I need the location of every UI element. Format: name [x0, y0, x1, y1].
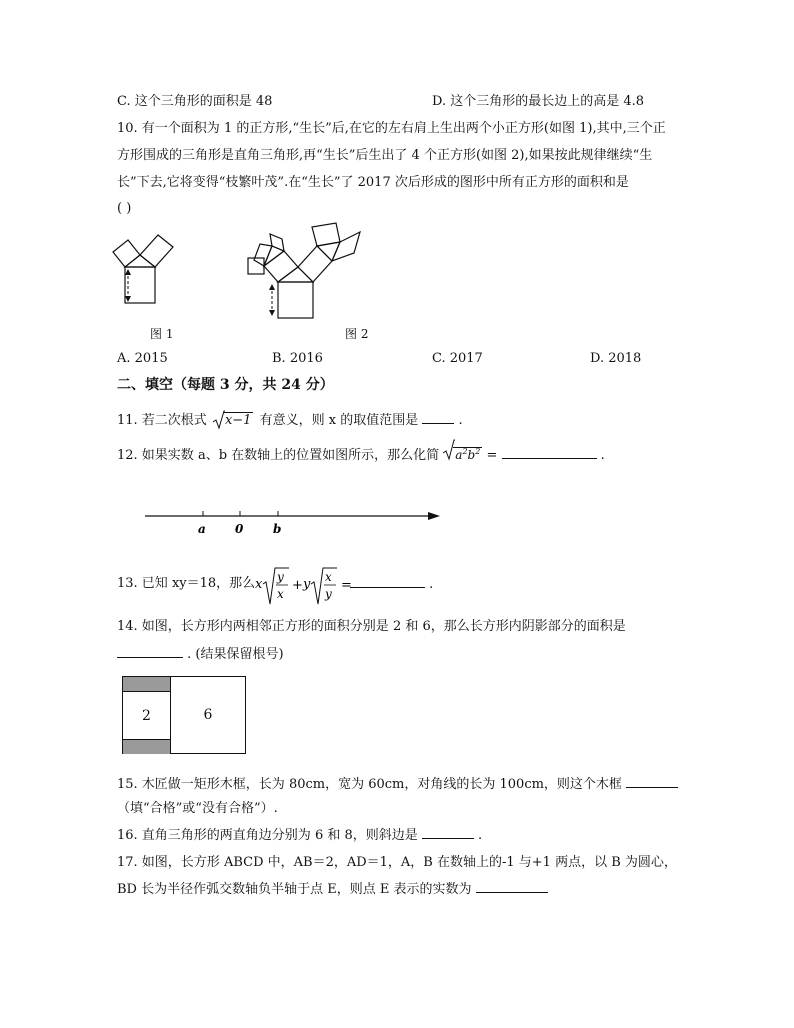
fig1-right-square	[140, 235, 173, 267]
q14-square-large: 6	[203, 707, 213, 723]
fig1-arrow-down	[125, 296, 131, 302]
q10-line1: 10. 有一个面积为 1 的正方形,“生长”后,在它的左右肩上生出两个小正方形(如图 1),其中,三个正	[117, 121, 666, 136]
q10-line2: 方形围成的三角形是直角三角形,再“生长”后生出了 4 个正方形(如图 2),如果按此规律继续“生	[117, 148, 653, 163]
radical-sign-icon	[263, 568, 289, 604]
q9-option-d: D. 这个三角形的最长边上的高是 4.8	[432, 94, 645, 109]
fig2-right-small-square	[332, 232, 360, 261]
fig1-left-square	[113, 240, 140, 267]
q14-shaded-top	[123, 677, 170, 692]
q17-text: BD 长为半径作弧交数轴负半轴于点 E，则点 E 表示的实数为	[117, 882, 472, 897]
svg-text:x: x	[277, 587, 284, 601]
q12-radical	[443, 443, 482, 465]
fig2-arrow-down	[269, 310, 275, 316]
q17-line2	[117, 880, 548, 899]
q12-text-before: 12. 如果实数 a、b 在数轴上的位置如图所示，那么化简	[117, 448, 440, 463]
radical-sign-icon	[443, 439, 455, 461]
q14-rectangle-figure	[122, 676, 246, 754]
radical-sign-icon	[311, 568, 337, 604]
svg-text:x: x	[255, 577, 263, 592]
fig1-arrow-up	[125, 269, 131, 275]
q14-line2	[117, 645, 284, 664]
fig2-arrow-up	[269, 284, 275, 290]
fig2-right-big-square	[312, 223, 340, 246]
fig2-right-square	[298, 246, 332, 282]
fig2-left-triangle	[264, 246, 284, 266]
q10-figure-2	[240, 220, 370, 320]
svg-text:y: y	[303, 577, 311, 592]
q14-line1: 14. 如图，长方形内两相邻正方形的面积分别是 2 和 6，那么长方形内阴影部分的面积是	[117, 619, 626, 634]
q10-option-a: A. 2015	[117, 351, 168, 366]
q10-option-d: D. 2018	[590, 351, 642, 366]
q13-answer-blank[interactable]	[350, 575, 425, 588]
q12-number-line	[140, 505, 445, 535]
q11-text-after: 有意义，则 x 的取值范围是	[259, 413, 419, 428]
q11-answer-blank[interactable]	[422, 411, 454, 424]
q13-answer	[350, 575, 433, 594]
q10-option-b: B. 2016	[272, 351, 323, 366]
q10-figure-1	[110, 225, 190, 320]
q15-text: 15. 木匠做一矩形木框，长为 80cm，宽为 60cm，对角线的长为 100cm，则这个木框	[117, 777, 622, 792]
q12-line: 12. 如果实数 a、b 在数轴上的位置如图所示，那么化简 $a^2b^2$ = .	[117, 443, 605, 465]
fig2-left-tiny-square	[248, 258, 264, 274]
label-zero: 0	[235, 522, 244, 535]
q11-end: .	[458, 413, 463, 428]
q9-option-c: C. 这个三角形的面积是 48	[117, 94, 273, 109]
q10-line3: 长”下去,它将变得“枝繁叶茂”.在“生长”了 2017 次后形成的图形中所有正方形的面积和是	[117, 175, 629, 190]
label-b: b	[273, 522, 282, 535]
q12-radicand: $a^2b^2$	[455, 447, 481, 462]
q12-answer-blank[interactable]	[502, 446, 597, 459]
q11-line	[117, 411, 463, 430]
fig2-left-square	[264, 251, 298, 282]
q15-line1	[117, 775, 678, 794]
q14-answer-blank[interactable]	[117, 645, 183, 658]
q17-line1: 17. 如图，长方形 ABCD 中，AB＝2，AD＝1，A，B 在数轴上的-1 与+1 两点，以 B 为圆心，	[117, 855, 677, 870]
svg-text:=: =	[341, 578, 352, 593]
q10-fig1-caption: 图 1	[150, 327, 174, 341]
q13-line	[117, 575, 255, 593]
q13-text-before: 13. 已知 xy＝18，那么	[117, 576, 256, 591]
q14-square-small: 2	[142, 707, 151, 724]
label-a: a	[198, 522, 206, 535]
q13-end: .	[429, 577, 434, 592]
svg-text:+: +	[292, 578, 303, 593]
q10-answer-paren: ( )	[117, 201, 132, 216]
q16-end: .	[478, 828, 483, 843]
svg-text:y: y	[325, 587, 332, 601]
q11-radical	[213, 412, 254, 430]
q15-answer-blank[interactable]	[626, 775, 678, 788]
q14-line2-after: . (结果保留根号)	[187, 647, 284, 662]
q12-end: .	[600, 448, 605, 463]
q11-radicand: x−1	[224, 413, 252, 428]
q11-text-before: 11. 若二次根式	[117, 413, 207, 428]
q14-shaded-bottom	[123, 739, 170, 754]
q17-answer-blank[interactable]	[476, 880, 548, 893]
fig2-left-small-square-2	[270, 234, 284, 251]
q15-line2: （填“合格”或“没有合格”）.	[117, 801, 278, 816]
q16-answer-blank[interactable]	[422, 826, 474, 839]
section-2-title: 二、填空（每题 3 分，共 24 分）	[117, 377, 334, 393]
radical-sign-icon	[213, 410, 225, 430]
q10-option-c: C. 2017	[432, 351, 483, 366]
number-line-arrow-icon	[428, 512, 440, 520]
svg-text:y: y	[277, 570, 284, 584]
q10-fig2-caption: 图 2	[345, 327, 369, 341]
q16-text: 16. 直角三角形的两直角边分别为 6 和 8，则斜边是	[117, 828, 418, 843]
fig2-base-square	[278, 282, 313, 318]
q16-line	[117, 826, 482, 845]
q13-expression	[255, 560, 355, 610]
svg-text:x: x	[325, 570, 332, 584]
fig1-right-triangle	[125, 255, 155, 267]
